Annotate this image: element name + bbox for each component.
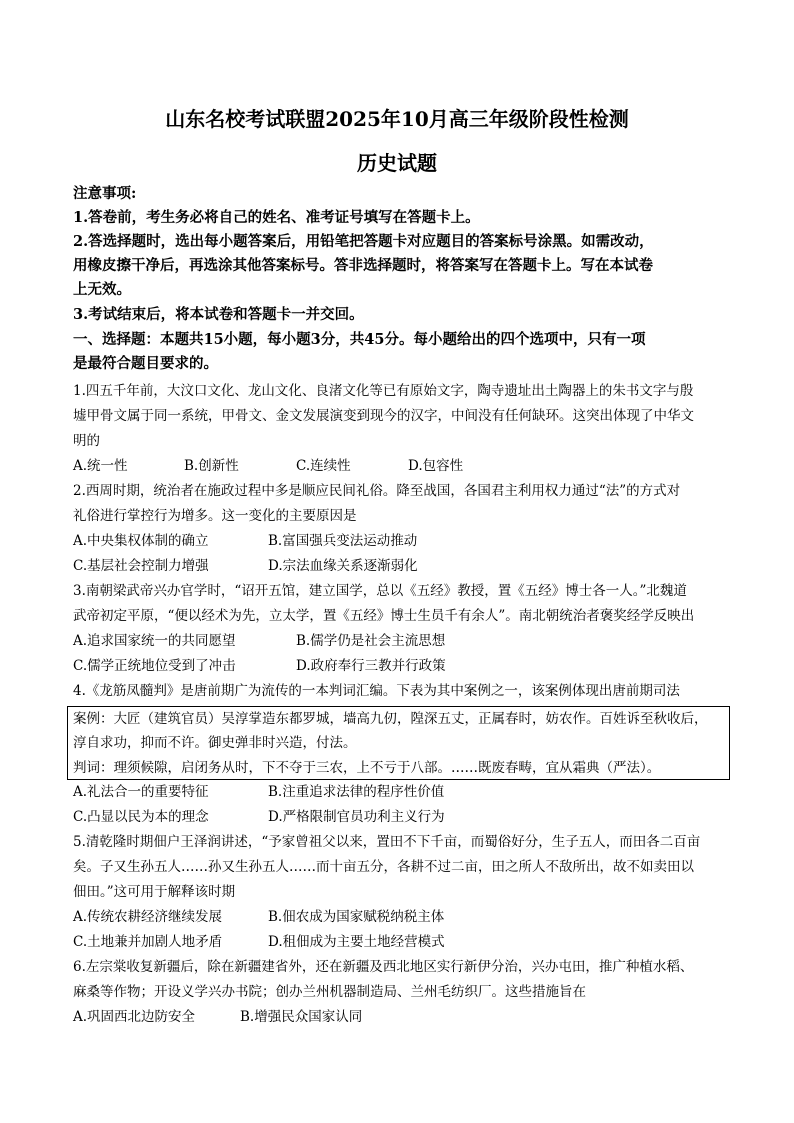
section-heading: 一、选择题：本题共15小题，每小题3分，共45分。每小题给出的四个选项中，只有一项: [73, 331, 646, 348]
option-d[interactable]: D.租佃成为主要土地经营模式: [268, 934, 445, 950]
exam-title: 山东名校考试联盟2025年10月高三年级阶段性检测: [165, 107, 629, 131]
option-d[interactable]: D.政府奉行三教并行政策: [296, 658, 446, 674]
question-5-stem: 矣。子又生孙五人……孙又生孙五人……而十亩五分，各耕不过二亩，田之所人不敌所出，故不如卖田以: [73, 859, 694, 875]
question-3-stem: 3.南朝梁武帝兴办官学时，“诏开五馆，建立国学，总以《五经》教授，置《五经》博士各一人。”北魏道: [73, 583, 687, 599]
question-3-stem: 武帝初定平原，“便以经术为先，立太学，置《五经》博士生员千有余人”。南北朝统治者褒奖经学反映出: [73, 608, 695, 624]
option-b[interactable]: B.佃农成为国家赋税纳税主体: [268, 909, 445, 925]
option-d[interactable]: D.宗法血缘关系逐渐弱化: [268, 558, 418, 574]
notice-heading: 注意事项:: [73, 185, 137, 202]
exam-subject: 历史试题: [357, 151, 437, 175]
notice-line: 2.答选择题时，选出每小题答案后，用铅笔把答题卡对应题目的答案标号涂黑。如需改动，: [73, 233, 654, 250]
option-b[interactable]: B.富国强兵变法运动推动: [268, 533, 418, 549]
option-c[interactable]: C.儒学正统地位受到了冲击: [73, 658, 236, 674]
option-c[interactable]: C.土地兼并加剧人地矛盾: [73, 934, 223, 950]
notice-line: 上无效。: [73, 281, 131, 298]
question-2-stem: 2.西周时期，统治者在施政过程中多是顺应民间礼俗。降至战国，各国君主利用权力通过“法”的方式对: [73, 483, 681, 499]
option-a[interactable]: A.巩固西北边防安全: [73, 1009, 196, 1025]
question-4-stem: 4.《龙筋凤髓判》是唐前期广为流传的一本判词汇编。下表为其中案例之一，该案例体现出唐前期司法: [73, 683, 680, 699]
case-verdict: 判词：理须候隙，启闭务从时，下不夺于三农，上不亏于八部。……既废春畴，宜从霜典（严法）。: [73, 760, 661, 776]
option-d[interactable]: D.包容性: [408, 458, 464, 474]
question-1-stem: 明的: [73, 433, 100, 449]
section-heading: 是最符合题目要求的。: [73, 355, 218, 372]
question-2-stem: 礼俗进行掌控行为增多。这一变化的主要原因是: [73, 508, 357, 524]
option-a[interactable]: A.追求国家统一的共同愿望: [73, 633, 236, 649]
question-1-stem: 1.四五千年前，大汶口文化、龙山文化、良渚文化等已有原始文字，陶寺遗址出土陶器上的朱书文字与殷: [73, 383, 694, 399]
option-b[interactable]: B.注重追求法律的程序性价值: [268, 784, 445, 800]
option-a[interactable]: A.统一性: [73, 458, 128, 474]
question-6-stem: 麻桑等作物；开设义学兴办书院；创办兰州机器制造局、兰州毛纺织厂。这些措施旨在: [73, 984, 586, 1000]
notice-line: 用橡皮擦干净后，再选涂其他答案标号。答非选择题时，将答案写在答题卡上。写在本试卷: [73, 257, 653, 274]
option-c[interactable]: C.基层社会控制力增强: [73, 558, 209, 574]
case-text: 淳自求功，抑而不许。御史弹非时兴造，付法。: [73, 735, 357, 751]
option-c[interactable]: C.连续性: [296, 458, 351, 474]
option-d[interactable]: D.严格限制官员功利主义行为: [268, 809, 445, 825]
question-5-stem: 佃田。”这可用于解释该时期: [73, 884, 236, 900]
option-a[interactable]: A.礼法合一的重要特征: [73, 784, 209, 800]
case-text: 案例：大匠（建筑官员）吴淳掌造东都罗城，墙高九仞，隍深五丈，正属春时，妨农作。百姓诉至秋收后，: [73, 711, 708, 727]
option-b[interactable]: B.儒学仍是社会主流思想: [296, 633, 446, 649]
question-6-stem: 6.左宗棠收复新疆后，除在新疆建省外，还在新疆及西北地区实行新伊分治，兴办屯田，推广种植水稻、: [73, 959, 694, 975]
question-1-stem: 墟甲骨文属于同一系统，甲骨文、金文发展演变到现今的汉字，中间没有任何缺环。这突出体现了中华文: [73, 408, 694, 424]
notice-line: 3.考试结束后，将本试卷和答题卡一并交回。: [73, 306, 364, 323]
question-5-stem: 5.清乾隆时期佃户王泽润讲述，“予家曾祖父以来，置田不下千亩，而蜀俗好分，生子五人，而田各二百亩: [73, 834, 701, 850]
option-b[interactable]: B.增强民众国家认同: [240, 1009, 363, 1025]
option-b[interactable]: B.创新性: [184, 458, 239, 474]
option-a[interactable]: A.中央集权体制的确立: [73, 533, 209, 549]
notice-line: 1.答卷前，考生务必将自己的姓名、准考证号填写在答题卡上。: [73, 209, 480, 226]
option-a[interactable]: A.传统农耕经济继续发展: [73, 909, 223, 925]
option-c[interactable]: C.凸显以民为本的理念: [73, 809, 209, 825]
